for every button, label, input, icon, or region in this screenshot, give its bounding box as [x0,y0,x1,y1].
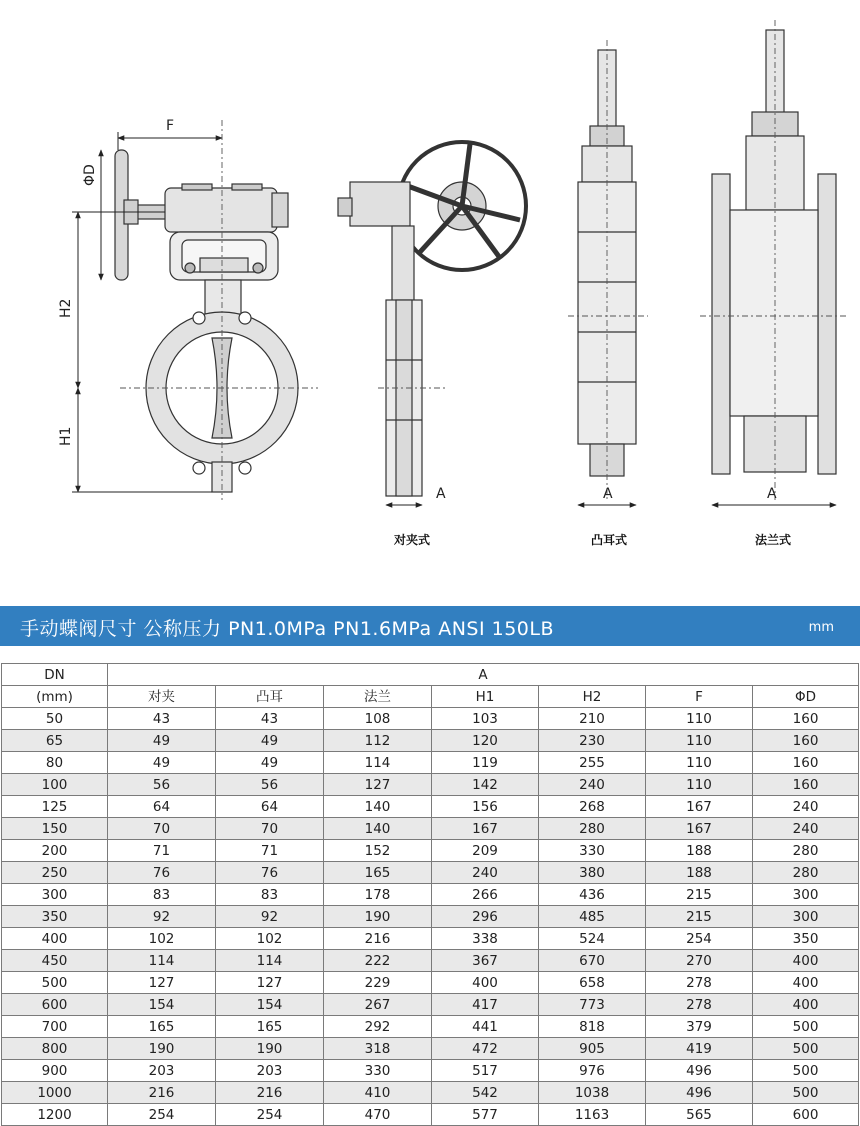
table-cell: 102 [216,928,324,950]
table-cell: 108 [324,708,432,730]
table-row [2,708,859,730]
table-cell: 976 [539,1060,646,1082]
table-cell: 278 [646,994,753,1016]
table-cell: 1000 [2,1082,108,1104]
caption-lug: 凸耳式 [591,533,628,547]
table-row [2,1060,859,1082]
table-cell: 524 [539,928,646,950]
table-cell: 110 [646,774,753,796]
table-cell: 110 [646,708,753,730]
table-cell: 330 [324,1060,432,1082]
dim-label-a-wafer: A [436,486,446,502]
table-cell: 400 [753,950,859,972]
header-cell: ΦD [753,686,859,708]
table-cell: 167 [646,796,753,818]
flange-view [712,30,836,474]
table-row [2,972,859,994]
table-cell: 542 [432,1082,539,1104]
table-cell: 436 [539,884,646,906]
table-cell: 203 [216,1060,324,1082]
table-cell: 905 [539,1038,646,1060]
table-header-row-2 [2,686,859,708]
table-cell: 577 [432,1104,539,1126]
table-cell: 318 [324,1038,432,1060]
table-cell: 280 [539,818,646,840]
table-cell: 500 [753,1060,859,1082]
table-cell: 56 [108,774,216,796]
dim-label-a-lug: A [603,486,613,502]
banner-title: 手动蝶阀尺寸 公称压力 PN1.0MPa PN1.6MPa ANSI 150LB [20,618,555,640]
table-row [2,1016,859,1038]
table-cell: 400 [753,994,859,1016]
table-cell: 165 [324,862,432,884]
table-cell: 400 [753,972,859,994]
table-cell: 65 [2,730,108,752]
table-cell: 254 [108,1104,216,1126]
table-cell: 229 [324,972,432,994]
table-cell: 280 [753,862,859,884]
table-row [2,796,859,818]
table-cell: 83 [108,884,216,906]
table-cell: 150 [2,818,108,840]
table-cell: 200 [2,840,108,862]
table-row [2,950,859,972]
table-cell: 270 [646,950,753,972]
table-cell: 670 [539,950,646,972]
table-cell: 152 [324,840,432,862]
table-cell: 450 [2,950,108,972]
table-cell: 254 [646,928,753,950]
table-cell: 268 [539,796,646,818]
table-cell: 658 [539,972,646,994]
caption-flange: 法兰式 [755,533,792,547]
table-cell: 190 [108,1038,216,1060]
table-cell: 127 [216,972,324,994]
table-cell: 156 [432,796,539,818]
table-cell: 400 [432,972,539,994]
table-cell: 215 [646,884,753,906]
table-cell: 190 [324,906,432,928]
table-cell: 240 [753,818,859,840]
table-cell: 485 [539,906,646,928]
table-cell: 600 [2,994,108,1016]
caption-wafer: 对夹式 [394,533,431,547]
table-body [2,708,859,1126]
table-cell: 338 [432,928,539,950]
dim-label-h1: H1 [58,426,74,446]
table-cell: 167 [432,818,539,840]
table-cell: 160 [753,752,859,774]
table-cell: 296 [432,906,539,928]
table-cell: 190 [216,1038,324,1060]
table-cell: 410 [324,1082,432,1104]
header-dn: DN [2,664,108,686]
table-cell: 700 [2,1016,108,1038]
table-cell: 278 [646,972,753,994]
header-a: A [108,664,859,686]
table-cell: 100 [2,774,108,796]
table-cell: 114 [108,950,216,972]
table-cell: 92 [108,906,216,928]
table-row [2,752,859,774]
table-cell: 92 [216,906,324,928]
table-cell: 240 [539,774,646,796]
table-cell: 417 [432,994,539,1016]
table-row [2,774,859,796]
table-cell: 500 [753,1016,859,1038]
table-cell: 330 [539,840,646,862]
header-cell: 凸耳 [216,686,324,708]
table-cell: 49 [216,752,324,774]
table-cell: 70 [216,818,324,840]
table-cell: 500 [753,1082,859,1104]
table-cell: 300 [753,884,859,906]
table-cell: 470 [324,1104,432,1126]
table-cell: 127 [324,774,432,796]
table-cell: 178 [324,884,432,906]
table-cell: 255 [539,752,646,774]
table-cell: 267 [324,994,432,1016]
table-cell: 160 [753,774,859,796]
table-row [2,862,859,884]
table-cell: 350 [753,928,859,950]
dim-label-a-flange: A [767,486,777,502]
table-cell: 496 [646,1060,753,1082]
table-cell: 110 [646,730,753,752]
table-cell: 266 [432,884,539,906]
table-row [2,928,859,950]
table-row [2,1104,859,1126]
front-view [115,150,298,492]
table-row [2,906,859,928]
table-row [2,884,859,906]
table-cell: 254 [216,1104,324,1126]
table-cell: 203 [108,1060,216,1082]
table-cell: 76 [216,862,324,884]
table-cell: 441 [432,1016,539,1038]
table-cell: 500 [753,1038,859,1060]
table-cell: 83 [216,884,324,906]
table-cell: 114 [324,752,432,774]
table-cell: 142 [432,774,539,796]
table-cell: 209 [432,840,539,862]
table-row [2,730,859,752]
table-cell: 64 [108,796,216,818]
table-cell: 300 [753,906,859,928]
table-cell: 43 [108,708,216,730]
table-cell: 800 [2,1038,108,1060]
table-cell: 71 [216,840,324,862]
table-cell: 125 [2,796,108,818]
table-cell: 367 [432,950,539,972]
table-cell: 49 [108,752,216,774]
table-cell: 165 [108,1016,216,1038]
table-cell: 56 [216,774,324,796]
table-cell: 154 [108,994,216,1016]
table-cell: 600 [753,1104,859,1126]
header-cell: (mm) [2,686,108,708]
table-cell: 210 [539,708,646,730]
table-cell: 565 [646,1104,753,1126]
table-cell: 71 [108,840,216,862]
side-view [338,142,526,496]
table-cell: 119 [432,752,539,774]
dim-label-d: ΦD [82,164,98,186]
table-cell: 500 [2,972,108,994]
table-cell: 472 [432,1038,539,1060]
table-row [2,994,859,1016]
table-cell: 250 [2,862,108,884]
table-cell: 140 [324,796,432,818]
table-cell: 496 [646,1082,753,1104]
table-cell: 1038 [539,1082,646,1104]
table-row [2,840,859,862]
table-cell: 1200 [2,1104,108,1126]
table-cell: 818 [539,1016,646,1038]
table-cell: 517 [432,1060,539,1082]
table-cell: 80 [2,752,108,774]
table-cell: 216 [216,1082,324,1104]
banner-unit: mm [808,620,834,635]
table-cell: 127 [108,972,216,994]
table-cell: 400 [2,928,108,950]
table-cell: 240 [753,796,859,818]
table-cell: 419 [646,1038,753,1060]
section-banner [0,606,860,646]
table-row [2,1082,859,1104]
table-cell: 103 [432,708,539,730]
table-cell: 49 [108,730,216,752]
table-cell: 160 [753,730,859,752]
table-cell: 380 [539,862,646,884]
table-cell: 1163 [539,1104,646,1126]
table-cell: 215 [646,906,753,928]
table-cell: 216 [324,928,432,950]
table-cell: 350 [2,906,108,928]
table-cell: 216 [108,1082,216,1104]
table-cell: 64 [216,796,324,818]
table-cell: 165 [216,1016,324,1038]
header-cell: F [646,686,753,708]
table-cell: 120 [432,730,539,752]
table-cell: 160 [753,708,859,730]
table-cell: 43 [216,708,324,730]
dimension-table [1,663,859,1126]
dim-label-h2: H2 [58,298,74,318]
table-cell: 240 [432,862,539,884]
table-cell: 188 [646,862,753,884]
dim-label-f: F [166,118,175,134]
table-cell: 379 [646,1016,753,1038]
table-cell: 114 [216,950,324,972]
table-row [2,1038,859,1060]
table-cell: 110 [646,752,753,774]
table-cell: 112 [324,730,432,752]
table-cell: 300 [2,884,108,906]
table-cell: 140 [324,818,432,840]
table-cell: 102 [108,928,216,950]
table-cell: 222 [324,950,432,972]
table-cell: 167 [646,818,753,840]
table-cell: 76 [108,862,216,884]
table-cell: 280 [753,840,859,862]
header-cell: H2 [539,686,646,708]
table-header-row-1 [2,664,859,686]
table-cell: 773 [539,994,646,1016]
header-cell: H1 [432,686,539,708]
table-cell: 188 [646,840,753,862]
table-cell: 70 [108,818,216,840]
table-cell: 154 [216,994,324,1016]
table-cell: 292 [324,1016,432,1038]
header-cell: 对夹 [108,686,216,708]
table-cell: 230 [539,730,646,752]
table-row [2,818,859,840]
header-cell: 法兰 [324,686,432,708]
table-cell: 50 [2,708,108,730]
table-cell: 49 [216,730,324,752]
table-cell: 900 [2,1060,108,1082]
